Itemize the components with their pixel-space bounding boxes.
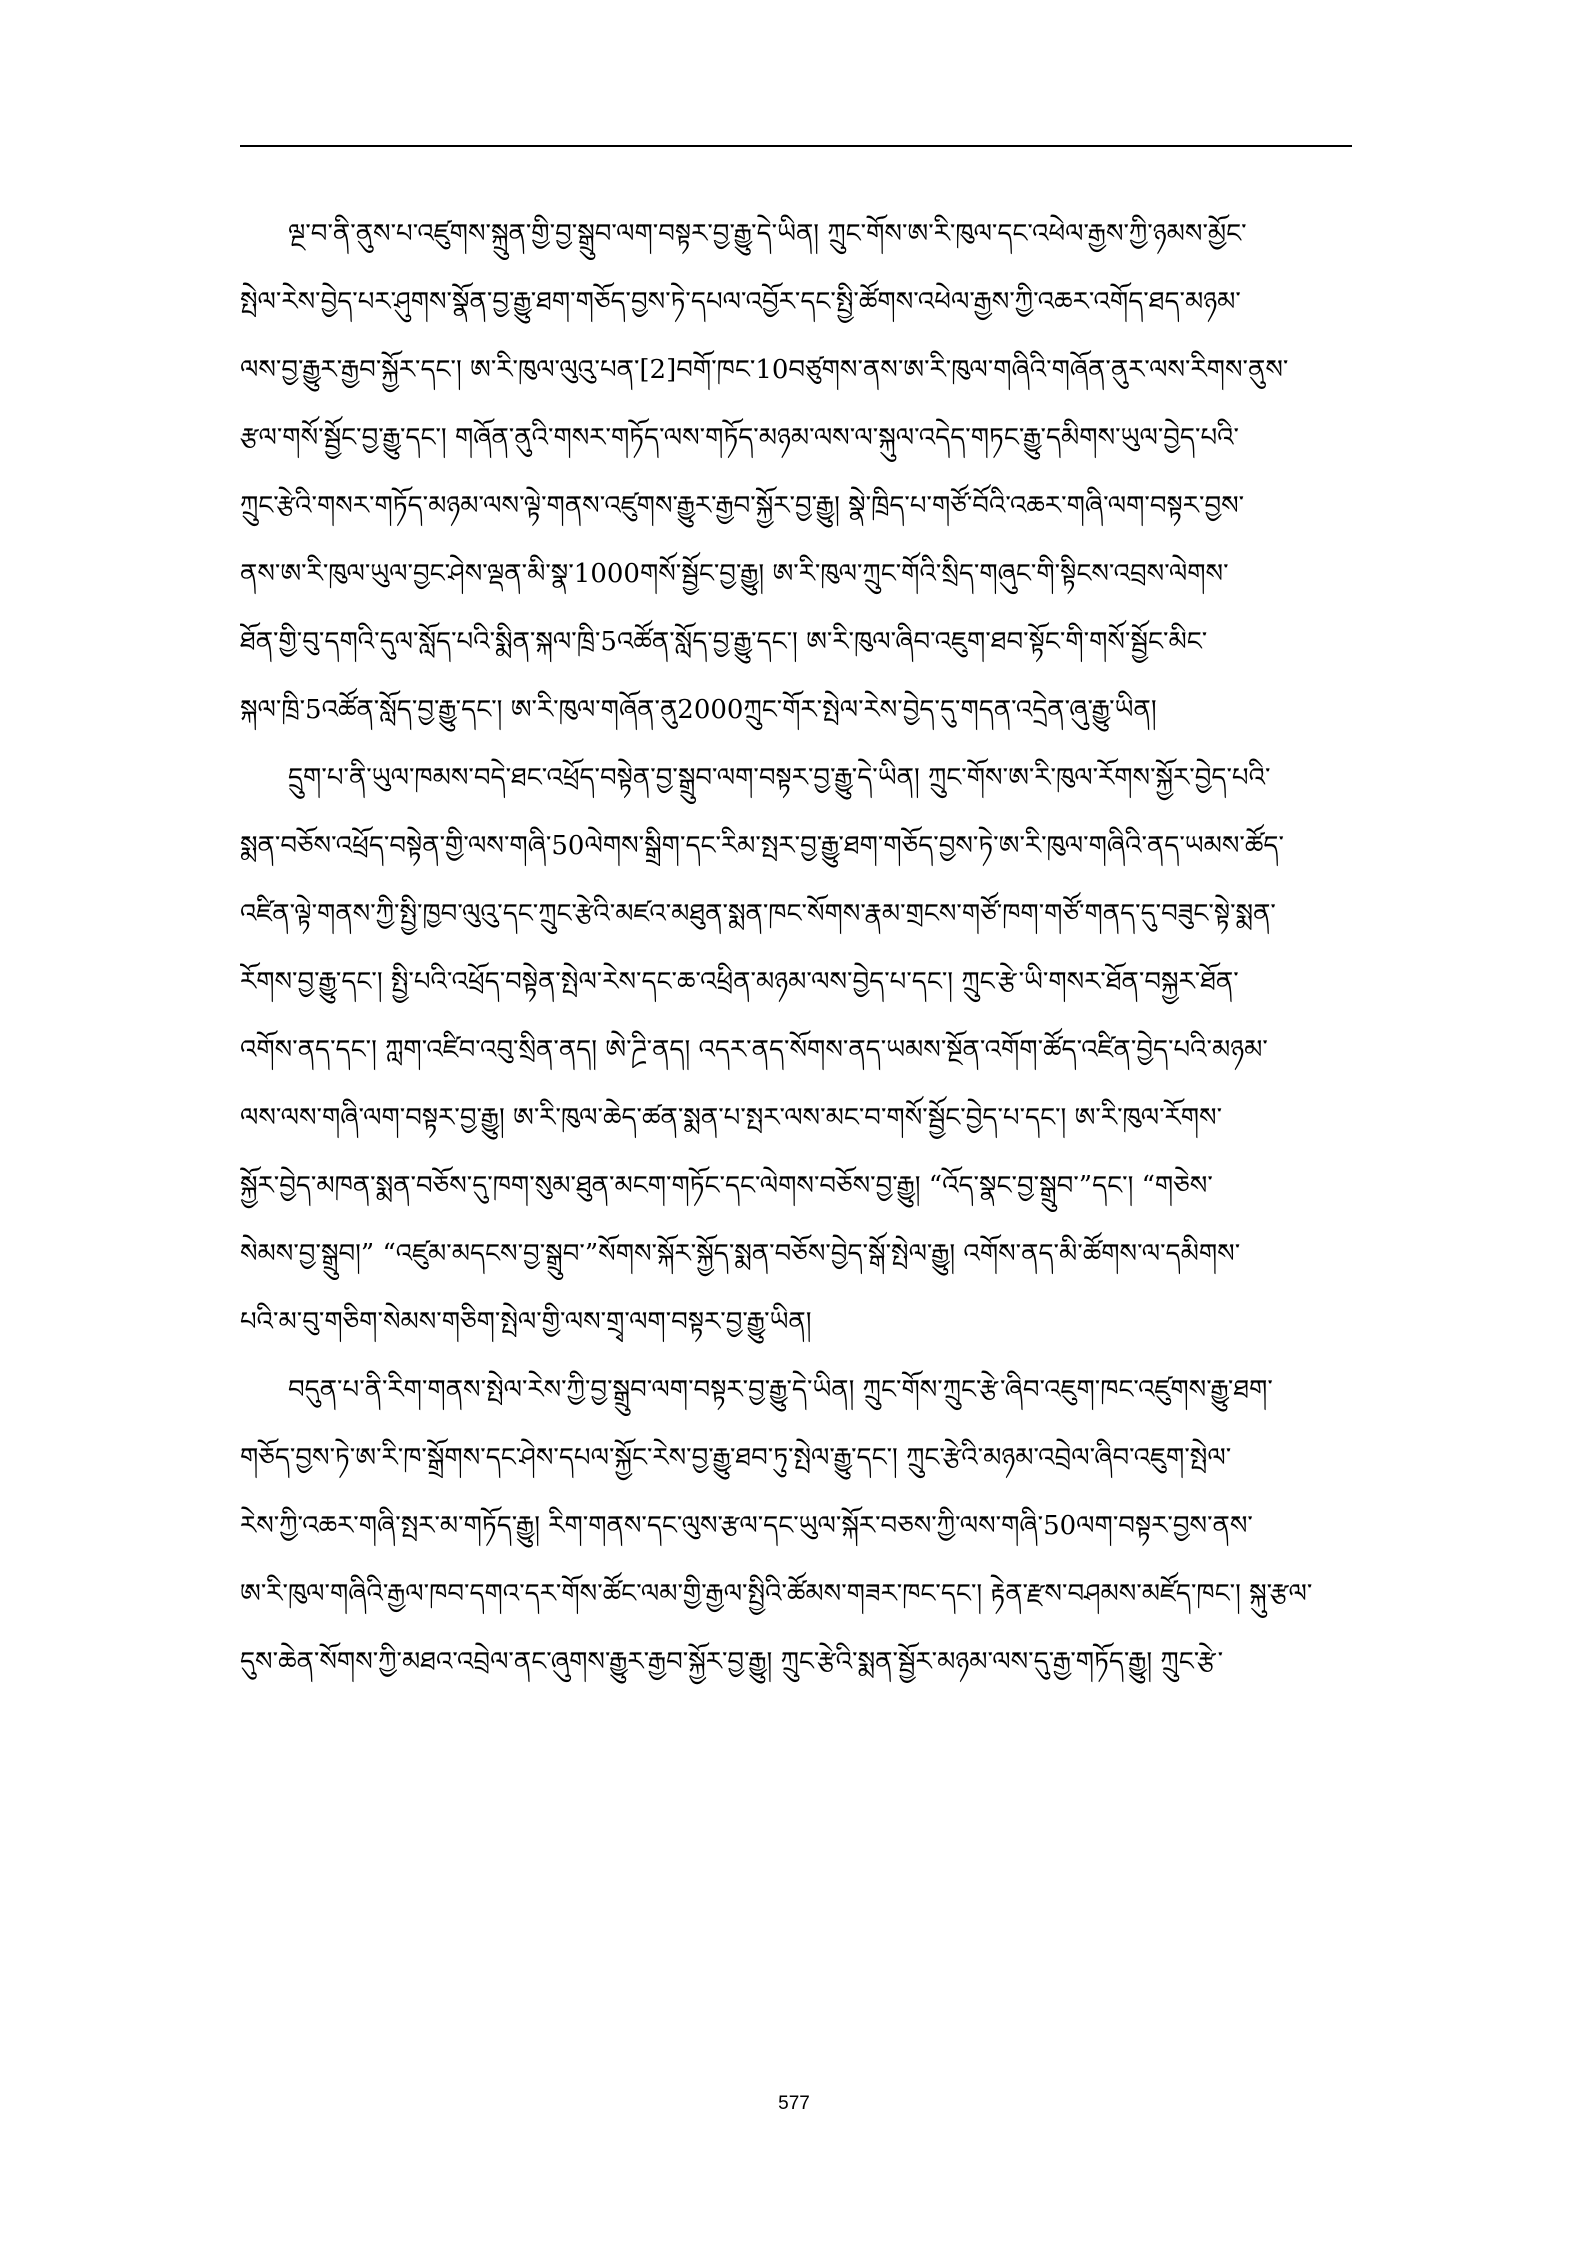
text-line: འགོས་ནད་དང་། ཀླག་འཛིབ་འབུ་སྲིན་ནད། ཨེ་ཌྲི་ནད། འདར་ནད་སོགས་ནད་ཡམས་སྔོན་འགོག་ཚོད་འཛིན་བྱེད་པའི་མཉམ་ [240, 1035, 1268, 1065]
text-line: ལྔ་བ་ནི་ནུས་པ་འཛུགས་སྐྲུན་གྱི་བྱ་སྒྲུབ་ལག་བསྟར་བྱ་རྒྱུ་དེ་ཡིན། ཀྲུང་གོས་ཨ་རི་ཁུལ་དང་འཕེལ་རྒྱས་ཀྱི་ཉམས་མྱོང་ [288, 219, 1247, 249]
text-line: རྩལ་གསོ་སྦྱོང་བྱ་རྒྱུ་དང་། གཞོན་ནུའི་གསར་གཏོད་ལས་གཏོད་མཉམ་ལས་ལ་སྐུལ་འདེད་གཏང་རྒྱུ་དམིགས་ཡུལ་བྱེད་པའི་ [240, 423, 1239, 453]
text-line: སྤེལ་རེས་བྱེད་པར་ཤུགས་སྣོན་བྱ་རྒྱུ་ཐག་གཅོད་བྱས་ཏེ་དཔལ་འབྱོར་དང་སྤྱི་ཚོགས་འཕེལ་རྒྱས་ཀྱི་འཆར་འགོད་ཐད་མཉམ་ [240, 287, 1241, 317]
text-line: རོགས་བྱ་རྒྱུ་དང་། སྤྱི་པའི་འཕྲོད་བསྟེན་སྤེལ་རེས་དང་ཆ་འཕྲིན་མཉམ་ལས་བྱེད་པ་དང་། ཀྲུང་རྩེ་ཡི་གསར་ཐོན་བསྐྱར་ཐོན་ [240, 967, 1239, 997]
text-line: སྐྱོར་བྱེད་མཁན་སྨན་བཅོས་དུ་ཁག་སུམ་ཐུན་མངག་གཏོང་དང་ལེགས་བཅོས་བྱ་རྒྱུ། “འོད་སྣང་བྱ་སྒྲུབ་”དང་། “གཅེས་ [240, 1171, 1213, 1201]
document-body [240, 200, 1352, 1696]
text-line: ཐོན་གྱི་བུ་དགའི་དུལ་སློད་པའི་སྨིན་སྐལ་ཁྲི་5འཚོན་སློད་བྱ་རྒྱུ་དང་། ཨ་རི་ཁུལ་ཞིབ་འཇུག་ཐབ་སྟོང་གི་གསོ་སྦྱོང་མིང་ [240, 627, 1208, 657]
text-line: ནས་ཨ་རི་ཁུལ་ཡུལ་བྱང་ཤེས་ལྡན་མི་སྣ་1000གསོ་སྦྱོང་བྱ་རྒྱུ། ཨ་རི་ཁུལ་ཀྲུང་གོའི་སྲིད་གཞུང་གི་སྟིངས་འབྲས་ལེགས་ [240, 559, 1229, 589]
text-line: པའི་མ་བུ་གཅིག་སེམས་གཅིག་སྤེལ་གྱི་ལས་གྲྭ་ལག་བསྟར་བྱ་རྒྱུ་ཡིན། [240, 1307, 812, 1337]
header-rule [240, 145, 1352, 147]
paragraph-1 [240, 200, 1352, 744]
text-line: ལས་ལས་གཞི་ལག་བསྟར་བྱ་རྒྱུ། ཨ་རི་ཁུལ་ཆེད་ཚན་སྨན་པ་སྤར་ལས་མང་བ་གསོ་སྦྱོང་བྱེད་པ་དང་། ཨ་རི་ཁུལ་རོགས་ [240, 1103, 1223, 1133]
text-line: རེས་ཀྱི་འཆར་གཞི་སྤར་མ་གཏོད་རྒྱུ། རིག་གནས་དང་ལུས་རྩལ་དང་ཡུལ་སྐོར་བཅས་ཀྱི་ལས་གཞི་50ལག་བསྟར་བྱས་ནས་ [240, 1511, 1253, 1541]
text-line: སེམས་བྱ་སྒྲུབ།” “འཛུམ་མདངས་བྱ་སྒྲུབ་”སོགས་སྐོར་སྐྱོད་སྨན་བཅོས་བྱེད་སྒོ་སྤེལ་རྒྱུ། འགོས་ནད་མི་ཚོགས་ལ་དམིགས་ [240, 1239, 1241, 1269]
text-line: དྲུག་པ་ནི་ཡུལ་ཁམས་བདེ་ཐང་འཕྲོད་བསྟེན་བྱ་སྒྲུབ་ལག་བསྟར་བྱ་རྒྱུ་དེ་ཡིན། ཀྲུང་གོས་ཨ་རི་ཁུལ་རོགས་སྐྱོར་བྱེད་པའི་ [288, 763, 1271, 793]
text-line: དུས་ཆེན་སོགས་ཀྱི་མཐའ་འབྲེལ་ནང་ཞུགས་རྒྱུར་རྒྱབ་སྐྱོར་བྱ་རྒྱུ། ཀྲུང་རྩེའི་སྨན་སྦྱོར་མཉམ་ལས་དུ་རྒྱ་གཏོད་རྒྱུ། ཀྲུང་རྩེ་ [240, 1647, 1224, 1677]
text-line: ཀྲུང་རྩེའི་གསར་གཏོད་མཉམ་ལས་ལྟེ་གནས་འཛུགས་རྒྱུར་རྒྱབ་སྐྱོར་བྱ་རྒྱུ། སྣེ་ཁྲིད་པ་གཙོ་བོའི་འཆར་གཞི་ལག་བསྟར་བྱས་ [240, 491, 1245, 521]
paragraph-3 [240, 1356, 1352, 1696]
text-line: བདུན་པ་ནི་རིག་གནས་སྤེལ་རེས་ཀྱི་བྱ་སྒྲུབ་ལག་བསྟར་བྱ་རྒྱུ་དེ་ཡིན། ཀྲུང་གོས་ཀྲུང་རྩེ་ཞིབ་འཇུག་ཁང་འཛུགས་རྒྱུ་ཐག་ [288, 1375, 1273, 1405]
text-line: འཛིན་ལྟེ་གནས་ཀྱི་སྤྱི་ཁྱབ་ལུའུ་དང་ཀྲུང་རྩེའི་མཛའ་མཐུན་སྨན་ཁང་སོགས་རྣམ་གྲངས་གཙོ་ཁག་གཙོ་གནད་དུ་བཟུང་སྟེ་སྨན་ [240, 899, 1276, 929]
text-line: ལས་བྱ་རྒྱུར་རྒྱབ་སྐྱོར་དང་། ཨ་རི་ཁུལ་ལུའུ་པན་[2]བགོ་ཁང་10བཙུགས་ནས་ཨ་རི་ཁུལ་གཞིའི་གཞོན་ནུར་ལས་རིགས་ནུས་ [240, 355, 1289, 385]
text-line: གཅོད་བྱས་ཏེ་ཨ་རི་ཁ་སྒྲོགས་དང་ཤེས་དཔལ་སྐྱོང་རེས་བྱ་རྒྱུ་ཐབ་ཏུ་སྤེལ་རྒྱུ་དང་། ཀྲུང་རྩེའི་མཉམ་འབྲེལ་ཞིབ་འཇུག་སྤེལ་ [240, 1443, 1232, 1473]
text-line: སྐལ་ཁྲི་5འཚོན་སློད་བྱ་རྒྱུ་དང་། ཨ་རི་ཁུལ་གཞོན་ནུ2000ཀྲུང་གོར་སྤེལ་རེས་བྱེད་དུ་གདན་འདྲེན་ཞུ་རྒྱུ་ཡིན། [240, 695, 1157, 725]
text-line: སྨན་བཅོས་འཕྲོད་བསྟེན་གྱི་ལས་གཞི་50ལེགས་སྒྲིག་དང་རིམ་སྤར་བྱ་རྒྱུ་ཐག་གཅོད་བྱས་ཏེ་ཨ་རི་ཁུལ་གཞིའི་ནད་ཡམས་ཚོད་ [240, 831, 1284, 861]
paragraph-2 [240, 744, 1352, 1356]
page-number: 577 [778, 2093, 810, 2114]
text-line: ཨ་རི་ཁུལ་གཞིའི་རྒྱལ་ཁབ་དགའ་དར་གོས་ཚོང་ལམ་གྱི་རྒྱལ་སྤྱིའི་ཚོམས་གཟར་ཁང་དང་། རྟེན་རྫས་བཤམས་མཛོད་ཁང་། སྐུ་རྩལ་ [240, 1579, 1313, 1609]
